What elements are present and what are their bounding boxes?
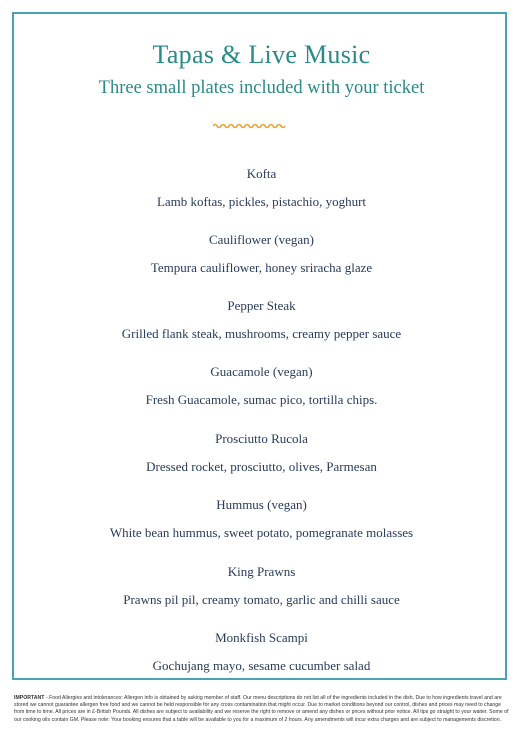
menu-item <box>0 364 523 408</box>
menu-item-name: Hummus (vegan) <box>216 497 307 512</box>
menu-item-description: Lamb koftas, pickles, pistachio, yoghurt <box>156 194 367 209</box>
menu-item-name: Prosciutto Rucola <box>215 431 308 446</box>
menu-item-name: Guacamole (vegan) <box>210 364 313 379</box>
menu-item-name: Cauliflower (vegan) <box>208 232 315 247</box>
menu-item-name: Kofta <box>246 166 277 181</box>
menu-item-name: Pepper Steak <box>227 298 296 313</box>
menu-item-description: Grilled flank steak, mushrooms, creamy pepper sauce <box>121 326 402 341</box>
menu-item <box>0 298 523 342</box>
menu-item-name: King Prawns <box>227 564 296 579</box>
menu-item <box>0 232 523 276</box>
menu-item-description: Tempura cauliflower, honey sriracha glaze <box>150 260 373 275</box>
allergen-disclaimer <box>14 695 510 724</box>
menu-item-description: Prawns pil pil, creamy tomato, garlic and chilli sauce <box>123 592 400 607</box>
menu-item-description: Fresh Guacamole, sumac pico, tortilla chips. <box>145 392 378 407</box>
menu-item-description: White bean hummus, sweet potato, pomegranate molasses <box>109 525 414 540</box>
menu-item-description: Gochujang mayo, sesame cucumber salad <box>152 658 371 673</box>
disclaimer-label: IMPORTANT <box>14 695 45 701</box>
page-title: Tapas & Live Music <box>152 40 371 69</box>
menu-item <box>0 431 523 475</box>
page-subtitle: Three small plates included with your ticket <box>98 78 425 98</box>
menu-item <box>0 166 523 210</box>
menu-item <box>0 630 523 674</box>
menu-item-name: Monkfish Scampi <box>215 630 308 645</box>
menu-item-description: Dressed rocket, prosciutto, olives, Parmesan <box>146 459 377 474</box>
disclaimer-text: - Food Allergies and intolerances: Allergen info is obtained by asking member of staff. Our menu descriptions do not list all of the ingredients included in the dish. Due to how ingredients travel and are stored we cannot guarantee allergen free food and we cannot be held responsible for any cross contamination that might occur. Due to market conditions beyond our control, dishes and prices may need to change from time to time. All prices are in £-British Pounds. All dishes are subject to availability and we reserve the right to remove or amend any dishes or prices without prior notice. All tips go straight to your waiter. Some of our cooking oils contain GM. Please note: Your booking ensures that a table will be available to you for a maximum of 2 hours. Any amendments will incur extra charges and are subject to managements discretion. <box>14 695 509 723</box>
menu-item <box>0 564 523 608</box>
wavy-divider <box>213 122 287 130</box>
menu-item <box>0 497 523 541</box>
